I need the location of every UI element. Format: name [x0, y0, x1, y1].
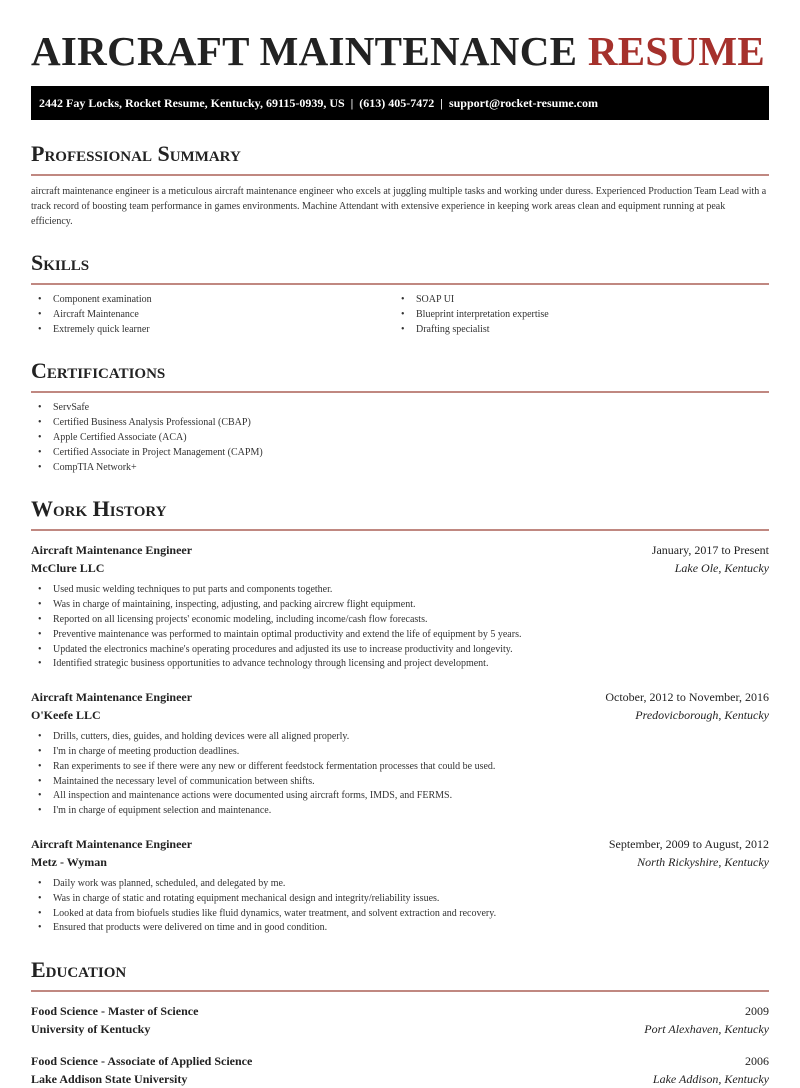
job-bullet: • Updated the electronics machine's operating procedures and adjusted its use to increase productivity and longevity.	[31, 643, 769, 658]
skills-list	[31, 285, 769, 337]
job-bullet: • Preventive maintenance was performed to maintain optimal productivity and extend the life of equipment by 5 years.	[31, 628, 769, 643]
job-bullet: • Used music welding techniques to put parts and components together.	[31, 583, 769, 598]
job-bullets	[31, 877, 769, 936]
job-entry	[31, 688, 769, 819]
education-year: 2006	[745, 1054, 769, 1069]
job-entry	[31, 835, 769, 936]
divider	[31, 990, 769, 992]
summary-text: aircraft maintenance engineer is a meticulous aircraft maintenance engineer who excels at juggling multiple tasks and working under duress. Experienced Production Team Lead with a track record of boosting team performance in games environments. Machine Attendant with extensive experience in keeping work areas clean and equipment running at peak efficiency.	[31, 186, 767, 227]
school: University of Kentucky	[31, 1022, 151, 1037]
job-bullet: • Ran experiments to see if there were any new or different feedstock fermentation processes that could be used.	[31, 760, 769, 775]
job-company: O'Keefe LLC	[31, 708, 101, 723]
divider	[31, 529, 769, 531]
certification-item: • Certified Business Analysis Professional (CBAP)	[31, 416, 769, 431]
education-location: Port Alexhaven, Kentucky	[644, 1022, 769, 1037]
job-location: North Rickyshire, Kentucky	[637, 854, 769, 869]
job-subheader	[31, 853, 769, 871]
section-title-work: Work History	[31, 496, 167, 522]
job-bullet: • Daily work was planned, scheduled, and delegated by me.	[31, 877, 769, 892]
skill-item: • Extremely quick learner	[31, 323, 394, 338]
job-bullet: • I'm in charge of equipment selection and maintenance.	[31, 804, 769, 819]
section-title-education: Education	[31, 957, 127, 983]
education-entry	[31, 1052, 769, 1088]
job-bullet: • Drills, cutters, dies, guides, and holding devices were all aligned properly.	[31, 730, 769, 745]
certifications-list	[31, 401, 769, 475]
job-entry	[31, 541, 769, 672]
section-title-certifications: Certifications	[31, 358, 166, 384]
skills-left	[31, 293, 394, 337]
job-subheader	[31, 706, 769, 724]
job-location: Predovicborough, Kentucky	[635, 708, 769, 723]
skill-item: • Drafting specialist	[394, 323, 757, 338]
job-bullet: • I'm in charge of meeting production deadlines.	[31, 745, 769, 760]
education-subheader	[31, 1070, 769, 1088]
job-bullet: • All inspection and maintenance actions were documented using aircraft forms, IMDS, and FERMS.	[31, 789, 769, 804]
skills-right	[394, 293, 757, 337]
education-header	[31, 1052, 769, 1070]
divider	[31, 174, 769, 176]
job-location: Lake Ole, Kentucky	[674, 561, 769, 576]
job-subheader	[31, 559, 769, 577]
education-list	[31, 1002, 769, 1088]
job-bullet: • Was in charge of maintaining, inspecting, adjusting, and packing aircrew flight equipment.	[31, 598, 769, 613]
job-company: Metz - Wyman	[31, 854, 107, 869]
job-company: McClure LLC	[31, 561, 105, 576]
education-header	[31, 1002, 769, 1020]
education-year: 2009	[745, 1004, 769, 1019]
job-bullet: • Maintained the necessary level of communication between shifts.	[31, 775, 769, 790]
job-bullets	[31, 583, 769, 672]
resume-title	[31, 28, 769, 74]
contact-bar: 2442 Fay Locks, Rocket Resume, Kentucky, 69115-0939, US | (613) 405-7472 | support@rocket-resume.com	[31, 86, 769, 120]
job-header	[31, 688, 769, 706]
job-title: Aircraft Maintenance Engineer	[31, 543, 193, 558]
divider	[31, 283, 769, 285]
job-dates: October, 2012 to November, 2016	[605, 690, 769, 705]
title-accent: RESUME	[587, 28, 766, 74]
title-main: AIRCRAFT MAINTENANCE	[31, 28, 578, 74]
skill-item: • Aircraft Maintenance	[31, 308, 394, 323]
certification-item: • Certified Associate in Project Management (CAPM)	[31, 446, 769, 461]
certification-item: • CompTIA Network+	[31, 461, 769, 476]
certification-item: • ServSafe	[31, 401, 769, 416]
job-title: Aircraft Maintenance Engineer	[31, 836, 193, 851]
job-header	[31, 541, 769, 559]
job-dates: September, 2009 to August, 2012	[608, 836, 769, 851]
job-bullets	[31, 730, 769, 819]
job-bullet: • Ensured that products were delivered on time and in good condition.	[31, 921, 769, 936]
job-title: Aircraft Maintenance Engineer	[31, 690, 193, 705]
education-subheader	[31, 1020, 769, 1038]
degree: Food Science - Associate of Applied Science	[31, 1054, 253, 1069]
work-history	[31, 541, 769, 936]
degree: Food Science - Master of Science	[31, 1004, 199, 1019]
divider	[31, 391, 769, 393]
section-title-skills: Skills	[31, 250, 90, 275]
job-header	[31, 835, 769, 853]
education-location: Lake Addison, Kentucky	[652, 1072, 769, 1087]
job-bullet: • Reported on all licensing projects' economic modeling, including income/cash flow forecasts.	[31, 613, 769, 628]
skill-item: • SOAP UI	[394, 293, 757, 308]
school: Lake Addison State University	[31, 1072, 188, 1087]
section-title-summary: Professional Summary	[31, 141, 241, 166]
job-bullet: • Was in charge of static and rotating equipment mechanical design and integrity/reliability issues.	[31, 892, 769, 907]
certification-item: • Apple Certified Associate (ACA)	[31, 431, 769, 446]
education-entry	[31, 1002, 769, 1038]
job-bullet: • Identified strategic business opportunities to advance technology through licensing and project development.	[31, 657, 769, 672]
job-dates: January, 2017 to Present	[651, 543, 769, 558]
skill-item: • Blueprint interpretation expertise	[394, 308, 757, 323]
skill-item: • Component examination	[31, 293, 394, 308]
job-bullet: • Looked at data from biofuels studies like fluid dynamics, water treatment, and solvent extraction and recovery.	[31, 907, 769, 922]
